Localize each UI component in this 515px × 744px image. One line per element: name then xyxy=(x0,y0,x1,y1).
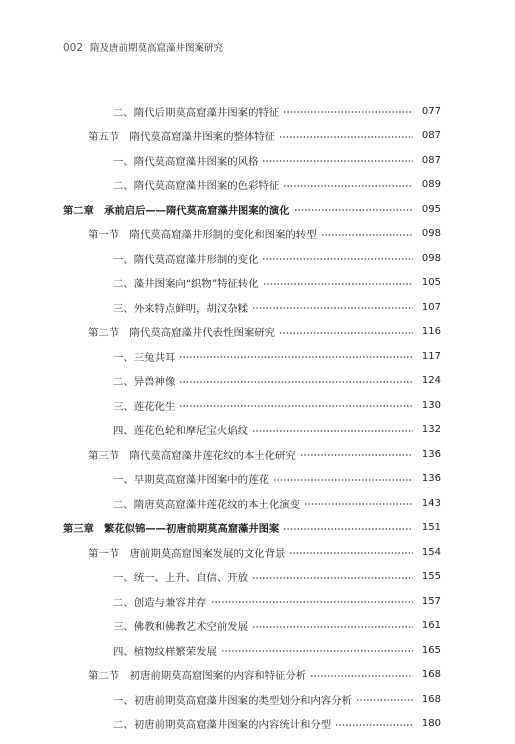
toc-entry-title: 二、藻井图案向“织物”特征转化 xyxy=(113,278,259,291)
toc-page-number: 165 xyxy=(421,644,441,656)
dot-leader xyxy=(279,332,413,334)
toc-page-number: 117 xyxy=(421,350,441,362)
toc-page-number: 107 xyxy=(421,301,441,313)
dot-leader xyxy=(300,454,413,456)
toc-subsection-row xyxy=(113,148,441,173)
toc-page-number: 161 xyxy=(421,620,441,632)
toc-subsection-row xyxy=(113,173,441,198)
toc-subsection-row xyxy=(113,295,441,320)
toc-entry-title: 三、外来特点鲜明，胡汉杂糅 xyxy=(113,302,249,315)
dot-leader xyxy=(252,577,413,579)
toc-page-number: 077 xyxy=(421,105,441,117)
dot-leader xyxy=(263,283,413,285)
toc-section-row xyxy=(88,320,441,345)
dot-leader xyxy=(211,601,413,603)
toc-page-number: 136 xyxy=(421,473,441,485)
toc-entry-title: 二、隋代莫高窟藻井图案的色彩特征 xyxy=(113,180,280,193)
toc-page-number: 098 xyxy=(421,228,441,240)
toc-subsection-row xyxy=(113,393,441,418)
toc-entry-title: 第二节 初唐前期莫高窟图案的内容和特征分析 xyxy=(88,670,307,683)
header-page-number: 002 xyxy=(63,42,84,54)
toc-page-number: 136 xyxy=(421,448,441,460)
toc-page-number: 157 xyxy=(421,595,441,607)
dot-leader xyxy=(283,185,413,187)
toc-entry-title: 二、异兽神像 xyxy=(113,376,176,389)
toc-subsection-row xyxy=(113,271,441,296)
toc-entry-title: 一、隋代莫高窟藻井形制的变化 xyxy=(113,253,259,266)
toc-entry-title: 二、隋代后期莫高窟藻井图案的特征 xyxy=(113,106,280,119)
toc-page-number: 130 xyxy=(421,399,441,411)
toc-section-row xyxy=(88,124,441,149)
dot-leader xyxy=(179,405,413,407)
dot-leader xyxy=(310,675,413,677)
dot-leader xyxy=(273,479,413,481)
toc-entry-title: 三、佛教和佛教艺术空前发展 xyxy=(113,621,249,634)
dot-leader xyxy=(262,258,413,260)
toc-subsection-row xyxy=(113,99,441,124)
toc-page-number: 151 xyxy=(421,522,441,534)
toc-subsection-row xyxy=(113,614,441,639)
toc-page-number: 087 xyxy=(421,154,441,166)
toc-entry-title: 第二节 隋代莫高窟藻井代表性图案研究 xyxy=(88,327,276,340)
toc-entry-title: 一、三兔共耳 xyxy=(113,351,176,364)
toc-entry-title: 第二章 承前启后——隋代莫高窟藻井图案的演化 xyxy=(63,204,290,217)
toc-subsection-row xyxy=(113,369,441,394)
toc-page-number: 124 xyxy=(421,375,441,387)
toc-page-number: 168 xyxy=(421,693,441,705)
dot-leader xyxy=(221,650,413,652)
toc-page-number: 087 xyxy=(421,130,441,142)
dot-leader xyxy=(252,626,413,628)
dot-leader xyxy=(279,136,413,138)
toc-page-number: 180 xyxy=(421,718,441,730)
toc-entry-title: 第一节 隋代莫高窟藻井形制的变化和图案的转型 xyxy=(88,229,317,242)
toc-page-number: 168 xyxy=(421,669,441,681)
toc-subsection-row xyxy=(113,589,441,614)
dot-leader xyxy=(289,552,413,554)
dot-leader xyxy=(252,430,413,432)
toc-entry-title: 四、莲花色轮和摩尼宝火焰纹 xyxy=(113,425,249,438)
toc-page-number: 155 xyxy=(421,571,441,583)
toc-entry-title: 一、早期莫高窟藻井图案中的莲花 xyxy=(113,474,269,487)
toc-entry-title: 二、隋唐莫高窟藻井莲花纹的本土化演变 xyxy=(113,498,301,511)
toc-subsection-row xyxy=(113,491,441,516)
dot-leader xyxy=(179,381,413,383)
toc-section-row xyxy=(88,540,441,565)
toc-entry-title: 二、初唐前期莫高窟藻井图案的内容统计和分型 xyxy=(113,719,332,732)
toc-subsection-row xyxy=(113,638,441,663)
toc-subsection-row xyxy=(113,467,441,492)
toc-entry-title: 二、创造与兼容并存 xyxy=(113,596,207,609)
dot-leader xyxy=(283,528,413,530)
toc-entry-title: 四、植物纹样繁荣发展 xyxy=(113,645,217,658)
running-header xyxy=(63,40,223,54)
toc-subsection-row xyxy=(113,246,441,271)
toc-entry-title: 第五节 隋代莫高窟藻井图案的整体特征 xyxy=(88,131,276,144)
toc-section-row xyxy=(88,442,441,467)
toc-entry-title: 三、莲花化生 xyxy=(113,400,176,413)
toc-chapter-row xyxy=(63,197,441,222)
toc-page-number: 132 xyxy=(421,424,441,436)
toc-subsection-row xyxy=(113,344,441,369)
dot-leader xyxy=(262,160,413,162)
toc-entry-title: 第三节 隋代莫高窟藻井莲花纹的本土化研究 xyxy=(88,449,296,462)
toc-chapter-row xyxy=(63,516,441,541)
dot-leader xyxy=(283,111,413,113)
toc-page-number: 143 xyxy=(421,497,441,509)
toc-subsection-row xyxy=(113,418,441,443)
toc-page-number: 095 xyxy=(421,203,441,215)
dot-leader xyxy=(252,307,413,309)
toc-entry-title: 一、统一、上升、自信、开放 xyxy=(113,572,249,585)
toc-page-number: 116 xyxy=(421,326,441,338)
toc-page-number: 089 xyxy=(421,179,441,191)
toc-page-number: 105 xyxy=(421,277,441,289)
toc-entry-title: 第三章 繁花似锦——初唐前期莫高窟藻井图案 xyxy=(63,523,280,536)
toc-entry-title: 第一节 唐前期莫高窟图案发展的文化背景 xyxy=(88,547,286,560)
toc-subsection-row xyxy=(113,712,441,737)
dot-leader xyxy=(304,503,413,505)
dot-leader xyxy=(294,209,413,211)
dot-leader xyxy=(321,234,413,236)
dot-leader xyxy=(335,724,413,726)
dot-leader xyxy=(356,699,413,701)
toc-entry-title: 一、初唐前期莫高窟藻井图案的类型划分和内容分析 xyxy=(113,694,352,707)
toc-subsection-row xyxy=(113,565,441,590)
toc-entry-title: 一、隋代莫高窟藻井图案的风格 xyxy=(113,155,259,168)
toc-page-number: 154 xyxy=(421,546,441,558)
toc-subsection-row xyxy=(113,687,441,712)
header-book-title: 隋及唐前期莫高窟藻井图案研究 xyxy=(90,43,224,54)
toc-section-row xyxy=(88,222,441,247)
toc-section-row xyxy=(88,663,441,688)
dot-leader xyxy=(179,356,413,358)
toc-page-number: 098 xyxy=(421,252,441,264)
